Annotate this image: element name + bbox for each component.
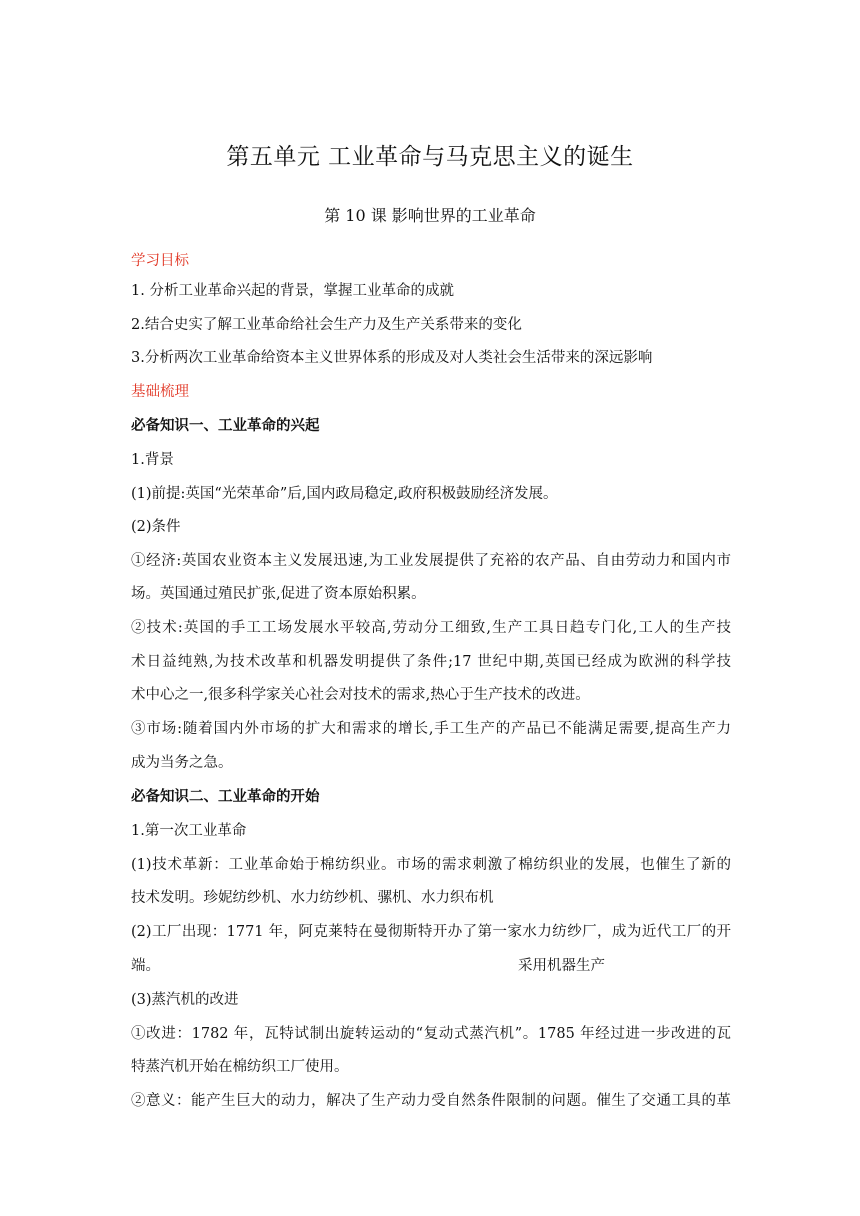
- goal-item-2: 2.结合史实了解工业革命给社会生产力及生产关系带来的变化: [131, 317, 522, 333]
- significance-line-1: ②意义：能产生巨大的动力，解决了生产动力受自然条件限制的问题。催生了交通工具的革: [131, 1093, 731, 1109]
- factory-line-1: (2)工厂出现：1771 年，阿克莱特在曼彻斯特开办了第一家水力纺纱厂，成为近代工厂的开: [131, 924, 731, 940]
- factory-line-2: [131, 955, 731, 977]
- economy-line-1: ①经济:英国农业资本主义发展迅速,为工业发展提供了充裕的农产品、自由劳动力和国内市: [131, 553, 731, 569]
- goals-heading: 学习目标: [131, 253, 189, 269]
- factory-note: 采用机器生产: [518, 958, 605, 974]
- goal-item-1: 1. 分析工业革命兴起的背景，掌握工业革命的成就: [131, 283, 454, 299]
- goal-item-3: 3.分析两次工业革命给资本主义世界体系的形成及对人类社会生活带来的深远影响: [131, 350, 653, 366]
- review-heading: 基础梳理: [131, 384, 189, 400]
- background-label: 1.背景: [131, 452, 174, 468]
- innovation-line-1: (1)技术革新：工业革命始于棉纺织业。市场的需求刺激了棉纺织业的发展，也催生了新的: [131, 857, 731, 873]
- technology-line-3: 术中心之一,很多科学家关心社会对技术的需求,热心于生产技术的改进。: [131, 687, 590, 703]
- innovation-line-2: 技术发明。珍妮纺纱机、水力纺纱机、骡机、水力织布机: [131, 890, 494, 906]
- improvement-line-1: ①改进：1782 年，瓦特试制出旋转运动的“复动式蒸汽机”。1785 年经过进一步改进的瓦: [131, 1026, 731, 1042]
- factory-line-2-text: 端。: [131, 958, 160, 974]
- market-line-2: 成为当务之急。: [131, 755, 233, 771]
- improvement-line-2: 特蒸汽机开始在棉纺织工厂使用。: [131, 1059, 349, 1075]
- premise-text: (1)前提:英国“光荣革命”后,国内政局稳定,政府积极鼓励经济发展。: [131, 486, 558, 502]
- steam-engine-label: (3)蒸汽机的改进: [131, 992, 239, 1008]
- knowledge-1-heading: 必备知识一、工业革命的兴起: [131, 417, 320, 434]
- unit-title: 第五单元 工业革命与马克思主义的诞生: [226, 144, 634, 170]
- conditions-label: (2)条件: [131, 519, 181, 535]
- technology-line-2: 术日益纯熟,为技术改革和机器发明提供了条件;17 世纪中期,英国已经成为欧洲的科学技: [131, 654, 731, 670]
- market-line-1: ③市场:随着国内外市场的扩大和需求的增长,手工生产的产品已不能满足需要,提高生产力: [131, 721, 731, 737]
- lesson-title: 第 10 课 影响世界的工业革命: [324, 206, 536, 225]
- economy-line-2: 场。英国通过殖民扩张,促进了资本原始积累。: [131, 586, 426, 602]
- first-revolution-label: 1.第一次工业革命: [131, 823, 247, 839]
- technology-line-1: ②技术:英国的手工工场发展水平较高,劳动分工细致,生产工具日趋专门化,工人的生产技: [131, 620, 731, 636]
- knowledge-2-heading: 必备知识二、工业革命的开始: [131, 788, 320, 805]
